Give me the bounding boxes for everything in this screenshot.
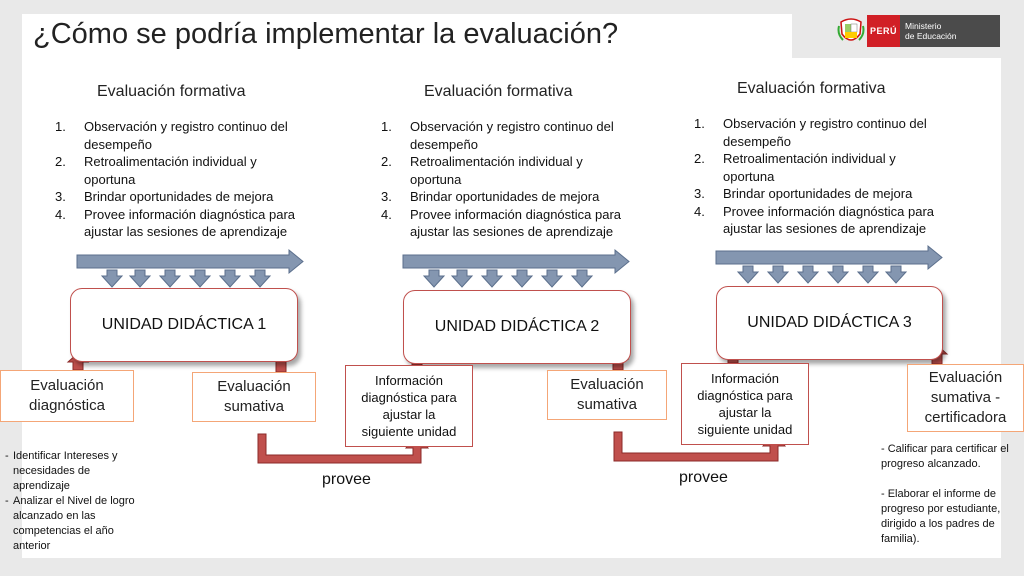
down-arrow bbox=[220, 270, 240, 287]
column-2-list bbox=[381, 118, 651, 241]
list-item bbox=[55, 188, 325, 206]
list-number: 2. bbox=[694, 151, 705, 166]
list-item bbox=[381, 153, 651, 188]
down-arrow bbox=[798, 266, 818, 283]
down-arrow bbox=[250, 270, 270, 287]
slide-title: ¿Cómo se podría implementar la evaluación? bbox=[33, 18, 619, 50]
list-line: Provee información diagnóstica para bbox=[723, 203, 935, 219]
list-line: Brindar oportunidades de mejora bbox=[723, 186, 913, 201]
list-item bbox=[694, 115, 964, 150]
note-line: progreso alcanzado. bbox=[881, 458, 981, 470]
box-line: ajustar la bbox=[718, 405, 772, 420]
box-line: sumativa bbox=[223, 398, 284, 415]
note-line: - Calificar para certificar el bbox=[881, 443, 1009, 455]
note-item bbox=[881, 442, 1024, 472]
list-line: oportuna bbox=[84, 171, 136, 187]
peru-badge: PERÚ bbox=[867, 15, 900, 47]
down-arrow bbox=[190, 270, 210, 287]
list-line: desempeño bbox=[84, 136, 152, 152]
list-line: Observación y registro continuo del bbox=[410, 119, 614, 134]
list-line: Observación y registro continuo del bbox=[723, 116, 927, 131]
column-2-heading: Evaluación formativa bbox=[424, 83, 573, 100]
box-line: Evaluación bbox=[217, 378, 291, 395]
note-line: aprendizaje bbox=[13, 480, 70, 492]
list-item bbox=[381, 206, 651, 241]
note-line: - Elaborar el informe de bbox=[881, 488, 996, 500]
down-arrow bbox=[160, 270, 180, 287]
note-item: - Analizar el Nivel de logro alcanzado en las competencias el año anterior bbox=[5, 495, 135, 552]
note-line: Identificar Intereses y bbox=[13, 450, 118, 462]
unit-2-box: UNIDAD DIDÁCTICA 2 bbox=[403, 290, 631, 364]
list-line: Retroalimentación individual y bbox=[723, 151, 896, 166]
summative-evaluation-1-box bbox=[192, 372, 316, 422]
note-line: dirigido a los padres de bbox=[881, 518, 995, 530]
note-line: familia). bbox=[881, 533, 920, 545]
box-line: siguiente unidad bbox=[697, 422, 793, 437]
list-item bbox=[381, 118, 651, 153]
down-arrow bbox=[828, 266, 848, 283]
list-item bbox=[694, 203, 964, 238]
box-line: diagnóstica para bbox=[361, 390, 457, 405]
box-line: Información bbox=[711, 371, 779, 386]
diagnostic-notes bbox=[5, 449, 155, 554]
list-number: 3. bbox=[694, 186, 705, 201]
box-line: certificadora bbox=[924, 409, 1007, 426]
unit-1-box: UNIDAD DIDÁCTICA 1 bbox=[70, 288, 298, 362]
note-line: alcanzado en las bbox=[13, 510, 96, 522]
list-number: 1. bbox=[381, 119, 392, 134]
box-line: siguiente unidad bbox=[361, 424, 457, 439]
list-number: 1. bbox=[55, 119, 66, 134]
note-line: Analizar el Nivel de logro bbox=[13, 495, 135, 507]
list-item bbox=[694, 185, 964, 203]
summative-evaluation-2-box bbox=[547, 370, 667, 420]
list-line: ajustar las sesiones de aprendizaje bbox=[723, 221, 927, 236]
provee-label-2: provee bbox=[679, 469, 728, 486]
down-arrow bbox=[858, 266, 878, 283]
note-item bbox=[881, 487, 1024, 547]
list-item bbox=[694, 150, 964, 185]
list-line: desempeño bbox=[410, 136, 478, 152]
list-line: Brindar oportunidades de mejora bbox=[84, 189, 274, 204]
list-item bbox=[381, 188, 651, 206]
down-arrow bbox=[482, 270, 502, 287]
note-line: progreso por estudiante, bbox=[881, 503, 1001, 515]
box-line: sumativa - bbox=[930, 389, 1001, 406]
list-line: Retroalimentación individual y bbox=[410, 154, 583, 169]
box-line: ajustar la bbox=[382, 407, 436, 422]
down-arrow bbox=[424, 270, 444, 287]
certifying-summative-box bbox=[907, 364, 1024, 432]
list-item bbox=[55, 153, 325, 188]
list-number: 4. bbox=[694, 203, 705, 219]
column-1-list bbox=[55, 118, 325, 241]
list-line: oportuna bbox=[723, 168, 775, 184]
list-number: 3. bbox=[55, 189, 66, 204]
note-line: competencias el año bbox=[13, 525, 114, 537]
down-arrow bbox=[542, 270, 562, 287]
box-line: Evaluación bbox=[30, 377, 104, 394]
box-line: diagnóstica para bbox=[697, 388, 793, 403]
unit-3-box: UNIDAD DIDÁCTICA 3 bbox=[716, 286, 943, 360]
down-arrow bbox=[572, 270, 592, 287]
box-line: diagnóstica bbox=[29, 397, 105, 414]
list-line: ajustar las sesiones de aprendizaje bbox=[410, 224, 614, 239]
provee-label-1: provee bbox=[322, 471, 371, 488]
list-item bbox=[55, 118, 325, 153]
down-arrow bbox=[768, 266, 788, 283]
list-number: 2. bbox=[381, 154, 392, 169]
list-line: Retroalimentación individual y bbox=[84, 154, 257, 169]
column-1-heading: Evaluación formativa bbox=[97, 83, 246, 100]
box-line: sumativa bbox=[576, 396, 637, 413]
list-item bbox=[55, 206, 325, 241]
column-3-heading: Evaluación formativa bbox=[737, 80, 886, 97]
certification-notes bbox=[881, 442, 1024, 547]
down-arrow bbox=[738, 266, 758, 283]
note-line: anterior bbox=[13, 540, 51, 552]
down-arrow bbox=[102, 270, 122, 287]
box-line: Evaluación bbox=[928, 369, 1003, 386]
list-line: Observación y registro continuo del bbox=[84, 119, 288, 134]
list-number: 2. bbox=[55, 154, 66, 169]
ministry-line-2: de Educación bbox=[905, 31, 957, 41]
down-arrow bbox=[452, 270, 472, 287]
list-number: 4. bbox=[55, 206, 66, 222]
diagnostic-info-2-box bbox=[681, 363, 809, 445]
diagnostic-info-1-box bbox=[345, 365, 473, 447]
list-line: oportuna bbox=[410, 171, 462, 187]
list-line: desempeño bbox=[723, 133, 791, 149]
list-line: Provee información diagnóstica para bbox=[410, 206, 622, 222]
list-number: 1. bbox=[694, 116, 705, 131]
box-line: Evaluación bbox=[570, 376, 644, 393]
box-line: Información bbox=[375, 373, 443, 388]
list-line: ajustar las sesiones de aprendizaje bbox=[84, 224, 288, 239]
ministry-line-1: Ministerio bbox=[905, 21, 942, 31]
list-number: 4. bbox=[381, 206, 392, 222]
list-line: Brindar oportunidades de mejora bbox=[410, 189, 600, 204]
note-item: - Identificar Intereses y necesidades de aprendizaje bbox=[5, 450, 118, 492]
down-arrow bbox=[130, 270, 150, 287]
list-number: 3. bbox=[381, 189, 392, 204]
diagnostic-evaluation-box bbox=[0, 370, 134, 422]
list-line: Provee información diagnóstica para bbox=[84, 206, 296, 222]
down-arrow bbox=[886, 266, 906, 283]
column-3-list bbox=[694, 115, 964, 238]
note-line: necesidades de bbox=[13, 465, 91, 477]
down-arrow bbox=[512, 270, 532, 287]
